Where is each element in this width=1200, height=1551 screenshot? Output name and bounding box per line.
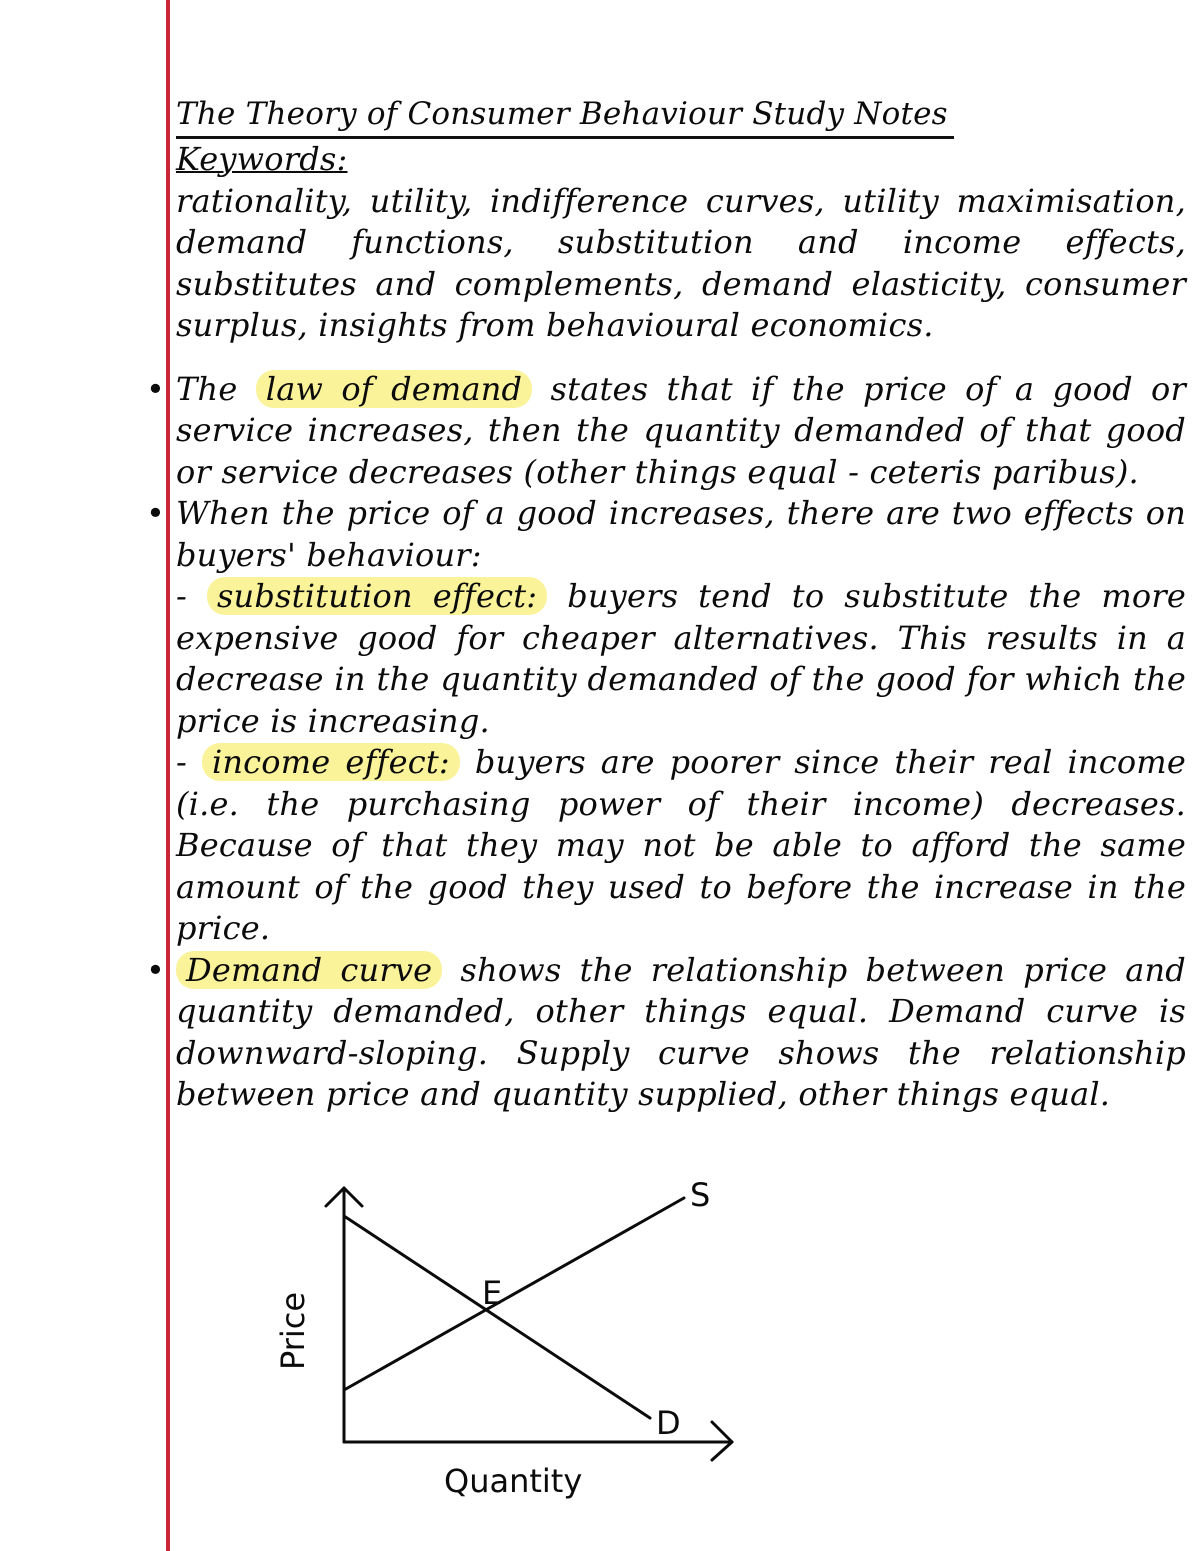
highlight-substitution-effect: substitution effect: (207, 577, 547, 615)
highlight-law-of-demand: law of demand (256, 370, 532, 408)
x-axis-label: Quantity (444, 1462, 583, 1500)
sub-text: buyers tend to substitute the more expensive good for cheaper alternatives. This results in a decrease in the quantity demanded of the good for which the price is increasing. (176, 577, 1187, 740)
sub-text: buyers are poorer since their real income (i.e. the purchasing power of their income) decreases. Because of that they may not be able to afford the same amount of the good they used to before the increase in the price. (176, 743, 1186, 947)
keywords-list: rationality, utility, indifference curves, utility maximisation, demand functions, substitution and income effects, substitutes and complements, demand elasticity, consumer surplus, insights from behavioural economics. (176, 181, 1186, 344)
highlight-income-effect: income effect: (202, 743, 460, 781)
notebook-margin-line (166, 0, 170, 1551)
dash: - (176, 577, 207, 615)
equilibrium-label: E (482, 1274, 503, 1312)
bullet-price-effects (146, 493, 1186, 576)
sub-substitution-effect (176, 576, 1186, 742)
highlight-demand-curve: Demand curve (176, 951, 442, 989)
bullet-dot: • (146, 369, 166, 408)
page-title: The Theory of Consumer Behaviour Study Notes (176, 92, 954, 139)
supply-demand-diagram (250, 1170, 770, 1520)
keywords-heading: Keywords: (176, 140, 348, 178)
supply-curve (344, 1198, 684, 1390)
study-notes (146, 92, 1187, 1116)
bullet-text: When the price of a good increases, there are two effects on buyers' behaviour: (176, 494, 1186, 574)
sub-income-effect (176, 742, 1186, 950)
y-axis-label: Price (274, 1291, 312, 1370)
supply-label: S (690, 1176, 711, 1214)
demand-curve (344, 1216, 650, 1418)
bullet-law-of-demand (146, 369, 1186, 494)
supply-demand-svg (250, 1170, 770, 1520)
bullet-dot: • (146, 494, 166, 532)
bullet-text: states that if the price of a good or service increases, then the quantity demanded of that good or service decreases (other things equal - ceteris paribus). (176, 369, 1186, 491)
dash: - (176, 743, 202, 781)
bullet-text: The (176, 369, 256, 408)
demand-label: D (656, 1404, 681, 1442)
bullet-dot: • (146, 950, 166, 989)
bullet-text: shows the relationship between price and quantity demanded, other things equal. Demand curve is downward-sloping. Supply curve shows the relationship between price and quantity supplied, other things equal. (176, 950, 1186, 1113)
bullet-demand-curve (146, 950, 1186, 1116)
